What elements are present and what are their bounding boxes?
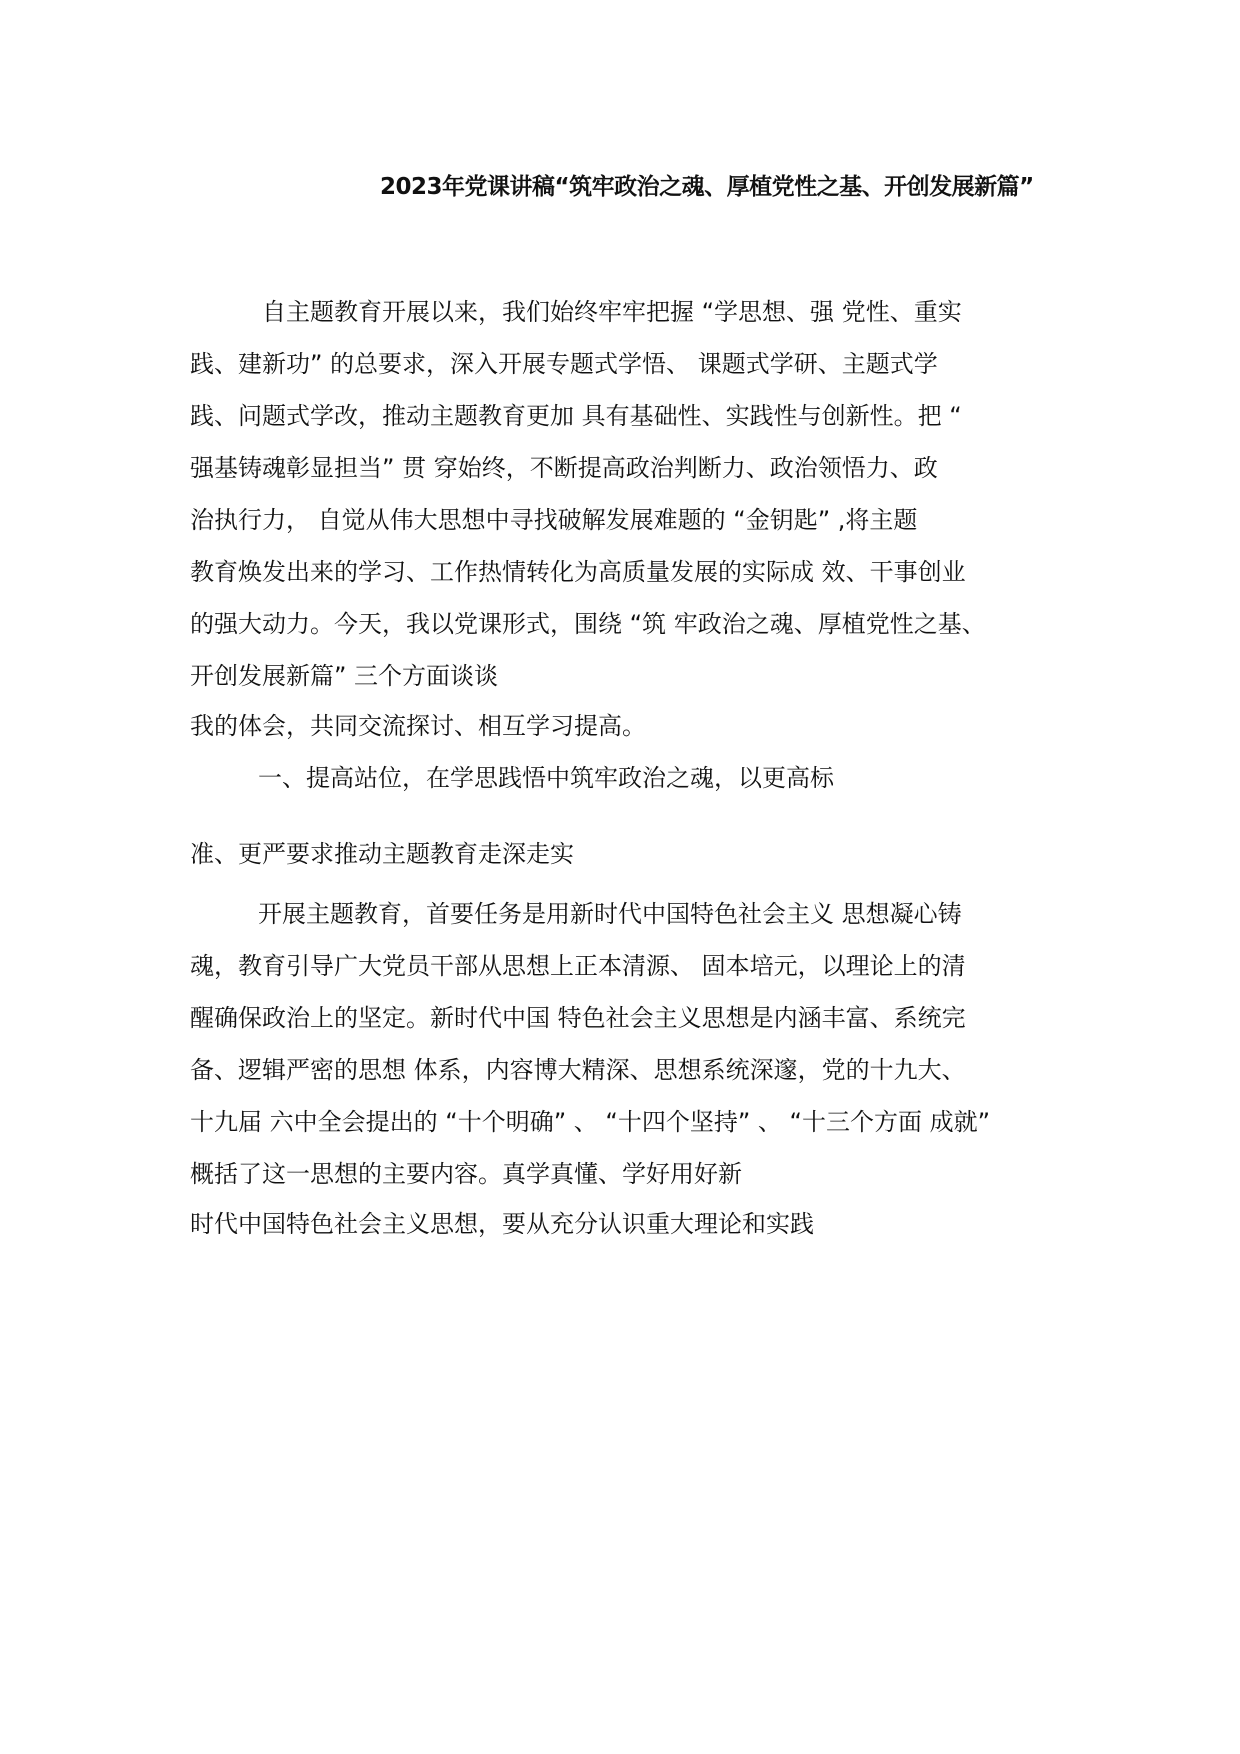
paragraph-1-line-5: 治执行力， 自觉从伟大思想中寻找破解发展难题的 “金钥匙” ,将主题	[190, 506, 918, 534]
paragraph-1-line-6: 教育焕发出来的学习、工作热情转化为高质量发展的实际成 效、干事创业	[190, 558, 966, 586]
section-1-heading-line-1: 一、提高站位，在学思践悟中筑牢政治之魂，以更高标	[258, 764, 834, 792]
paragraph-2-line-5: 十九届 六中全会提出的 “十个明确” 、 “十四个坚持” 、 “十三个方面 成就”	[190, 1108, 991, 1136]
document-title: 2023年党课讲稿“筑牢政治之魂、厚植党性之基、开创发展新篇”	[380, 174, 1034, 200]
section-1-heading-line-2: 准、更严要求推动主题教育走深走实	[190, 840, 574, 868]
paragraph-1-line-9: 我的体会，共同交流探讨、相互学习提高。	[190, 712, 646, 740]
paragraph-2-line-4: 备、逻辑严密的思想 体系，内容博大精深、思想系统深邃，党的十九大、	[190, 1056, 966, 1084]
paragraph-2-line-6: 概括了这一思想的主要内容。真学真懂、学好用好新	[190, 1160, 742, 1188]
paragraph-2-line-1: 开展主题教育，首要任务是用新时代中国特色社会主义 思想凝心铸	[258, 900, 962, 928]
paragraph-1-line-1: 自主题教育开展以来，我们始终牢牢把握 “学思想、强 党性、重实	[262, 298, 962, 326]
paragraph-1-line-4: 强基铸魂彰显担当” 贯 穿始终，不断提高政治判断力、政治领悟力、政	[190, 454, 938, 482]
paragraph-2-line-3: 醒确保政治上的坚定。新时代中国 特色社会主义思想是内涵丰富、系统完	[190, 1004, 966, 1032]
paragraph-2-line-7: 时代中国特色社会主义思想，要从充分认识重大理论和实践	[190, 1210, 814, 1238]
paragraph-2-line-2: 魂，教育引导广大党员干部从思想上正本清源、 固本培元，以理论上的清	[190, 952, 966, 980]
paragraph-1-line-8: 开创发展新篇” 三个方面谈谈	[190, 662, 499, 690]
paragraph-1-line-7: 的强大动力。今天，我以党课形式，围绕 “筑 牢政治之魂、厚植党性之基、	[190, 610, 986, 638]
paragraph-1-line-2: 践、建新功” 的总要求，深入开展专题式学悟、 课题式学研、主题式学	[190, 350, 938, 378]
paragraph-1-line-3: 践、问题式学改，推动主题教育更加 具有基础性、实践性与创新性。把 “	[190, 402, 962, 430]
